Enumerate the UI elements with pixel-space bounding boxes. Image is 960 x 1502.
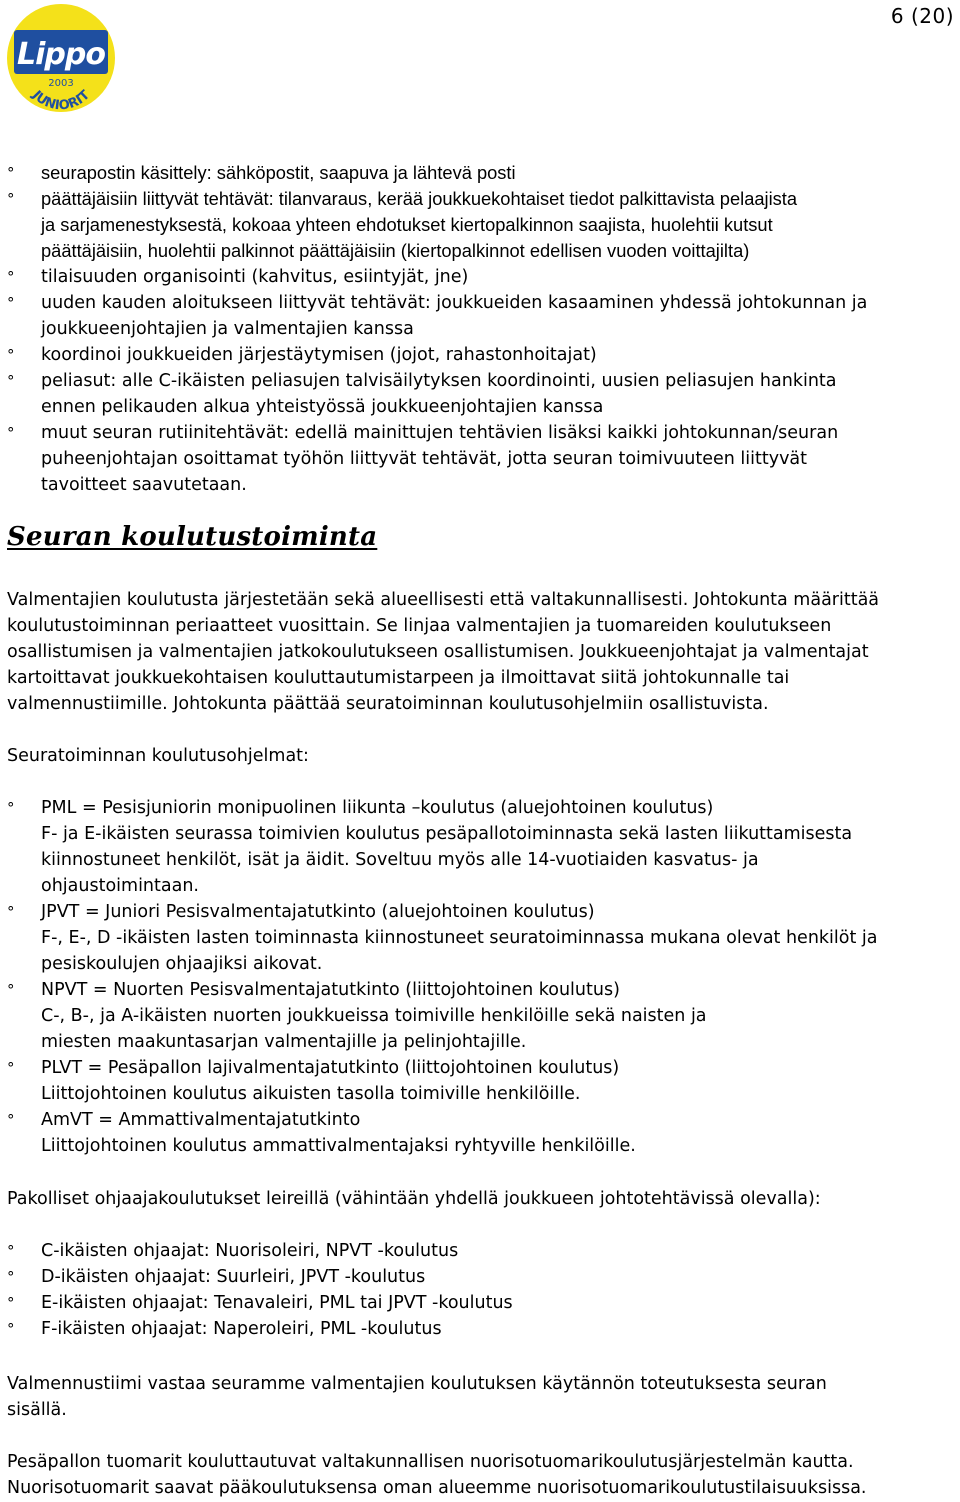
intro-paragraph [7,587,879,717]
page-number: 6 (20) [890,4,954,28]
text-line: Nuorisotuomarit saavat pääkoulutuksensa oman alueemme nuorisotuomarikoulutustilaisuuksissa. [7,1478,867,1498]
text-line: Valmennustiimi vastaa seuramme valmentajien koulutuksen käytännön toteutuksesta seuran [7,1374,827,1394]
text-line: Liittojohtoinen koulutus aikuisten tasolla toimiville henkilöille. [41,1084,581,1104]
bullet-marker: ° [7,799,15,817]
text-line: uuden kauden aloitukseen liittyvät tehtävät: joukkueiden kasaaminen yhdessä johtokunnan ja [41,293,868,313]
mandatory-title: Pakolliset ohjaajakoulutukset leireillä (vähintään yhdellä joukkueen johtotehtävissä olevalla): [7,1189,821,1209]
text-line: sisällä. [7,1400,67,1420]
logo-wordmark: Lippo [17,37,105,72]
text-line: F- ja E-ikäisten seurassa toimivien koulutus pesäpallotoiminnasta sekä lasten liikuttamisesta [41,824,853,844]
text-line: ohjaustoimintaan. [41,876,199,896]
list-item-text [41,1055,619,1107]
club-logo [4,2,118,114]
text-line: PLVT = Pesäpallon lajivalmentajatutkinto (liittojohtoinen koulutus) [41,1058,620,1078]
logo-caption: JUNIORIT [28,87,93,114]
referee-paragraph [7,1449,867,1501]
text-line: pesiskoulujen ohjaajiksi aikovat. [41,954,323,974]
list-item-text [41,1107,636,1159]
programs-title: Seuratoiminnan koulutusohjelmat: [7,746,309,766]
text-line: ja sarjamenestyksestä, kokoaa yhteen ehdotukset kiertopalkinnon saajista, huolehtii kutsut [41,214,773,235]
text-line: joukkueenjohtajien ja valmentajien kanssa [41,319,414,339]
bullet-marker: ° [7,1111,15,1129]
list-item-text [41,368,837,420]
bullet-marker: ° [7,164,15,182]
text-line: valmennustiimille. Johtokunta päättää seuratoiminnan koulutusohjelmiin osallistuvista. [7,694,769,714]
text-line: muut seuran rutiinitehtävät: edellä mainittujen tehtävien lisäksi kaikki johtokunnan/seuran [41,423,839,443]
bullet-marker: ° [7,1059,15,1077]
list-item-text [41,977,707,1055]
list-item-text [41,1316,442,1342]
section-heading: Seuran koulutustoiminta [7,522,378,552]
bullet-marker: ° [7,1320,15,1338]
bullet-marker: ° [7,1242,15,1260]
text-line: Liittojohtoinen koulutus ammattivalmentajaksi ryhtyville henkilöille. [41,1136,636,1156]
list-item-text [41,899,878,977]
text-line: PML = Pesisjuniorin monipuolinen liikunta –koulutus (aluejohtoinen koulutus) [41,798,714,818]
list-item-text [41,420,838,498]
text-line: C-ikäisten ohjaajat: Nuorisoleiri, NPVT -koulutus [41,1241,459,1261]
text-line: osallistumisen ja valmentajien jatkokoulutukseen osallistumisen. Joukkueenjohtajat ja valmentajat [7,642,869,662]
list-item-text [41,342,597,368]
text-line: F-ikäisten ohjaajat: Naperoleiri, PML -koulutus [41,1319,442,1339]
list-item-text [41,186,797,264]
list-item-text [41,1264,425,1290]
text-line: koulutustoiminnan periaatteet vuosittain. Se linjaa valmentajien ja tuomareiden koulutukseen [7,616,832,636]
bullet-marker: ° [7,190,15,208]
text-line: kartoittavat joukkuekohtaisen kouluttautumistarpeen ja ilmoittavat siitä johtokunnalle tai [7,668,790,688]
text-line: Valmentajien koulutusta järjestetään sekä alueellisesti että valtakunnallisesti. Johtokunta määrittää [7,590,880,610]
text-line: AmVT = Ammattivalmentajatutkinto [41,1110,361,1130]
text-line: NPVT = Nuorten Pesisvalmentajatutkinto (liittojohtoinen koulutus) [41,980,620,1000]
text-line: F-, E-, D -ikäisten lasten toiminnasta kiinnostuneet seuratoiminnassa mukana olevat henkilöt ja [41,928,878,948]
logo-year: 2003 [48,78,74,89]
text-line: Pesäpallon tuomarit kouluttautuvat valtakunnallisen nuorisotuomarikoulutusjärjestelmän kautta. [7,1452,854,1472]
text-line: JPVT = Juniori Pesisvalmentajatutkinto (aluejohtoinen koulutus) [41,902,595,922]
text-line: D-ikäisten ohjaajat: Suurleiri, JPVT -koulutus [41,1267,426,1287]
text-line: päättäjäisiin liittyvät tehtävät: tilanvaraus, kerää joukkuekohtaiset tiedot palkittavista pelaajista [41,188,798,209]
coaching-team-paragraph [7,1371,827,1423]
text-line: C-, B-, ja A-ikäisten nuorten joukkueissa toimiville henkilöille sekä naisten ja [41,1006,707,1026]
text-line: kiinnostuneet henkilöt, isät ja äidit. Soveltuu myös alle 14-vuotiaiden kasvatus- ja [41,850,759,870]
text-line: ennen pelikauden alkua yhteistyössä joukkueenjohtajien kanssa [41,397,604,417]
bullet-marker: ° [7,294,15,312]
bullet-marker: ° [7,424,15,442]
bullet-marker: ° [7,1294,15,1312]
bullet-marker: ° [7,372,15,390]
list-item-text [41,1290,513,1316]
text-line: peliasut: alle C-ikäisten peliasujen talvisäilytyksen koordinointi, uusien peliasujen hankinta [41,371,837,391]
text-line: koordinoi joukkueiden järjestäytymisen (jojot, rahastonhoitajat) [41,345,597,365]
text-line: tilaisuuden organisointi (kahvitus, esiintyjät, jne) [41,267,469,287]
text-line: seurapostin käsittely: sähköpostit, saapuva ja lähtevä posti [41,162,516,183]
list-item-text [41,264,468,290]
text-line: miesten maakuntasarjan valmentajille ja pelinjohtajille. [41,1032,527,1052]
bullet-marker: ° [7,903,15,921]
text-line: tavoitteet saavutetaan. [41,475,247,495]
list-item-text [41,795,852,899]
list-item-text [41,160,516,186]
list-item-text [41,290,867,342]
text-line: E-ikäisten ohjaajat: Tenavaleiri, PML tai JPVT -koulutus [41,1293,513,1313]
bullet-marker: ° [7,981,15,999]
text-line: päättäjäisiin, huolehtii palkinnot päättäjäisiin (kiertopalkinnot edellisen vuoden voittajilta) [41,240,750,261]
bullet-marker: ° [7,268,15,286]
list-item-text [41,1238,458,1264]
bullet-marker: ° [7,346,15,364]
bullet-marker: ° [7,1268,15,1286]
text-line: puheenjohtajan osoittamat työhön liittyvät tehtävät, jotta seuran toimivuuteen liittyvät [41,449,808,469]
